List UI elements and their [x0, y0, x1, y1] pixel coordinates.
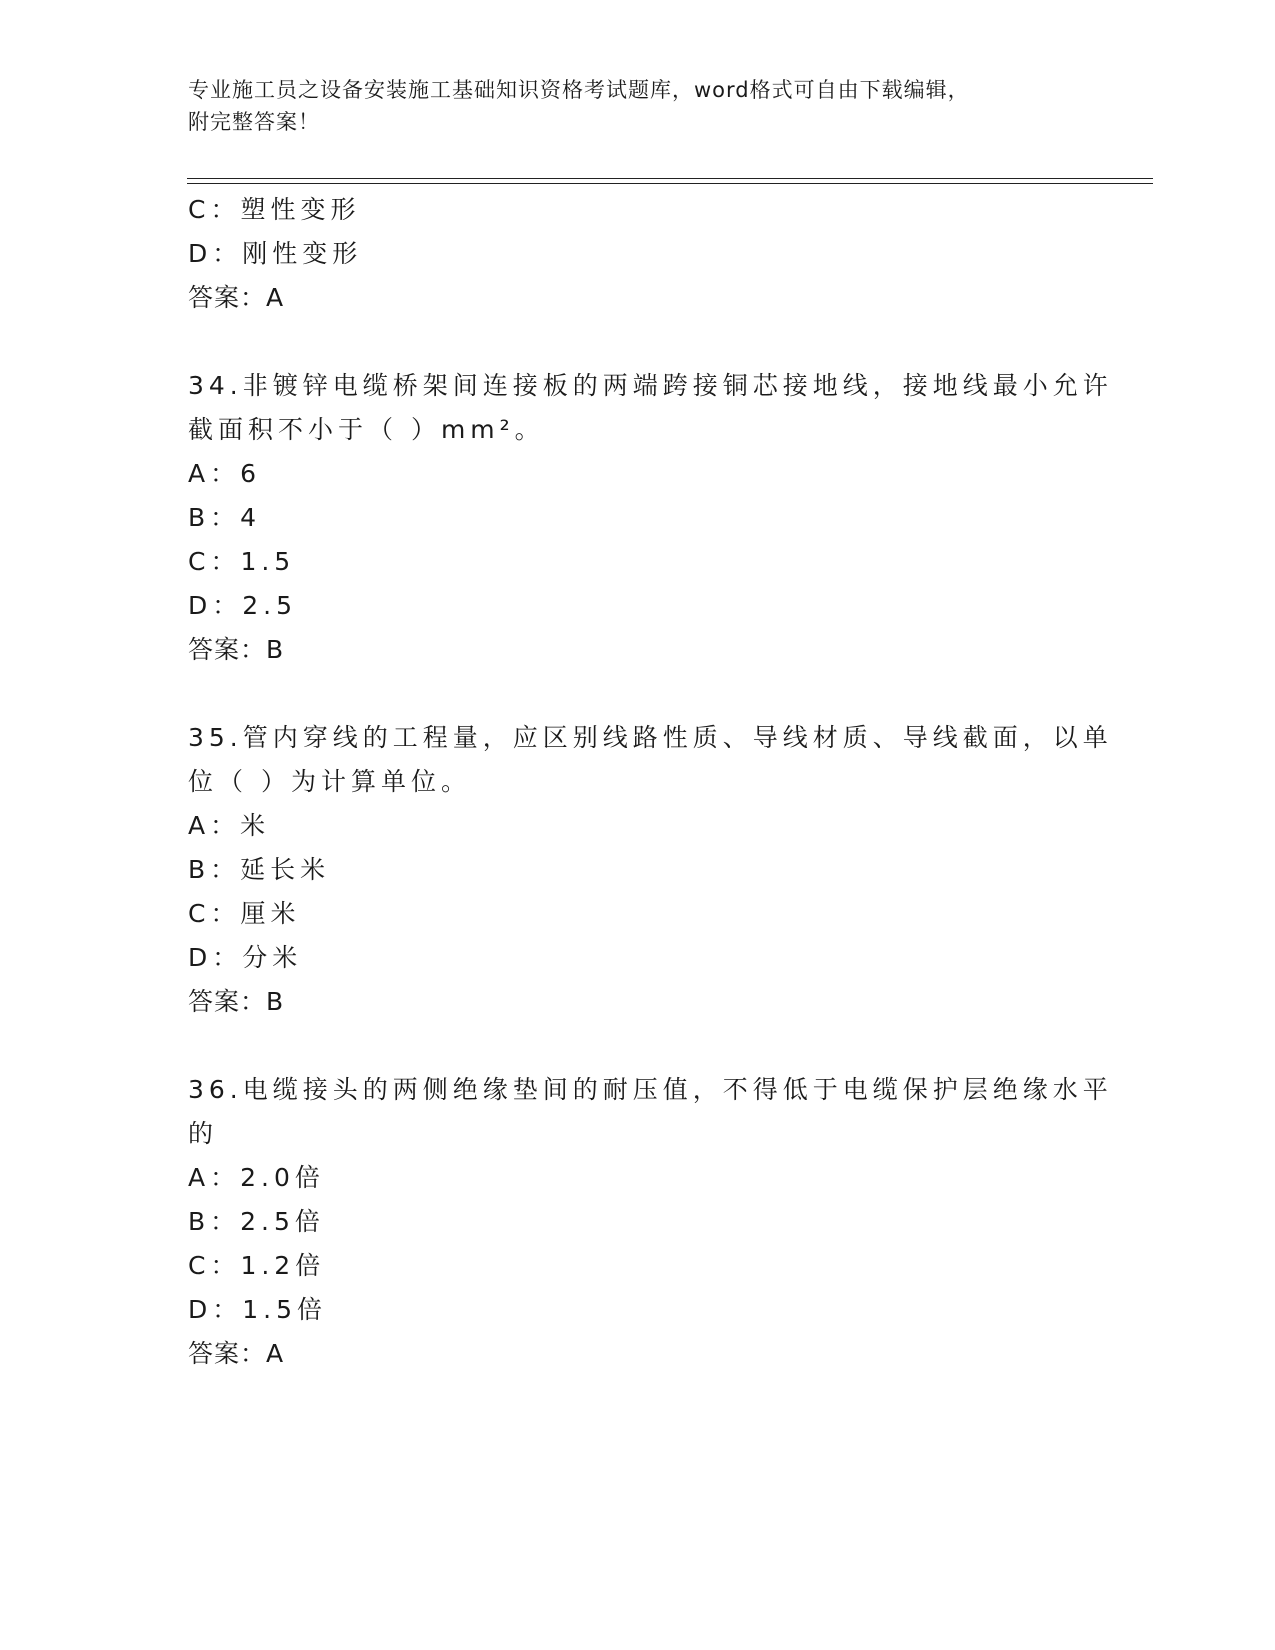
question-35-option-d: D：分米 [188, 943, 303, 972]
question-35-option-a: A：米 [188, 811, 271, 840]
question-35-stem-line-2: 位（ ）为计算单位。 [188, 767, 471, 796]
question-36-option-b: B：2.5倍 [188, 1207, 325, 1236]
question-36-stem-line-1: 36.电缆接头的两侧绝缘垫间的耐压值，不得低于电缆保护层绝缘水平 [188, 1075, 1113, 1104]
question-35-answer: 答案：B [188, 987, 285, 1016]
question-34-option-d: D：2.5 [188, 591, 298, 620]
question-34-option-c: C：1.5 [188, 547, 296, 576]
header-divider-bottom [187, 183, 1153, 184]
question-36-option-d: D：1.5倍 [188, 1295, 328, 1324]
question-34-stem-line-2: 截面积不小于（ ）mm²。 [188, 415, 545, 444]
option-d: D：刚性变形 [188, 239, 363, 268]
question-34-answer: 答案：B [188, 635, 285, 664]
header-line-2: 附完整答案！ [188, 110, 320, 134]
question-35-option-b: B：延长米 [188, 855, 331, 884]
document-header [188, 74, 1068, 138]
question-36-option-a: A：2.0倍 [188, 1163, 325, 1192]
header-line-1: 专业施工员之设备安装施工基础知识资格考试题库，word格式可自由下载编辑， [188, 78, 970, 102]
question-34-option-a: A：6 [188, 459, 262, 488]
question-34-stem-line-1: 34.非镀锌电缆桥架间连接板的两端跨接铜芯接地线，接地线最小允许 [188, 371, 1113, 400]
question-36-option-c: C：1.2倍 [188, 1251, 326, 1280]
header-divider-top [187, 178, 1153, 179]
question-36-stem-line-2: 的 [188, 1119, 219, 1148]
question-35-option-c: C：厘米 [188, 899, 301, 928]
answer-line: 答案：A [188, 283, 285, 312]
question-34-option-b: B：4 [188, 503, 262, 532]
question-36-answer: 答案：A [188, 1339, 285, 1368]
question-35-stem-line-1: 35.管内穿线的工程量，应区别线路性质、导线材质、导线截面，以单 [188, 723, 1113, 752]
option-c: C：塑性变形 [188, 195, 361, 224]
